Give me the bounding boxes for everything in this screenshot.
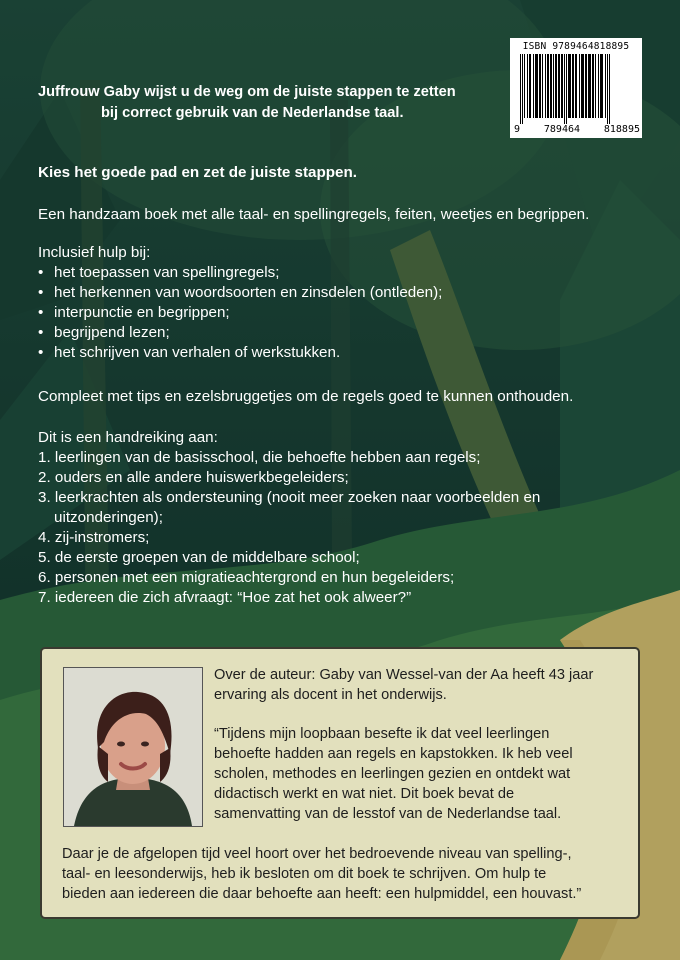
barcode-bar	[535, 54, 538, 118]
barcode-bar	[561, 54, 563, 118]
barcode-bar	[545, 54, 546, 118]
barcode-bar	[598, 54, 599, 118]
barcode-bar	[566, 54, 567, 124]
barcode-bar	[607, 54, 608, 124]
barcode-bar	[605, 54, 606, 118]
barcode-bar	[529, 54, 531, 118]
list-item: 4. zij-instromers;	[38, 529, 150, 546]
barcode-bar	[564, 54, 565, 124]
barcode-bar	[595, 54, 596, 118]
barcode-bar	[555, 54, 557, 118]
list-item: 5. de eerste groepen van de middelbare school;	[38, 549, 360, 566]
author-bio	[214, 665, 593, 705]
author-quote-line: didactisch werkt en wat niet. Dit boek bevat de	[214, 786, 515, 802]
author-closing-line: taal- en leesonderwijs, heb ik besloten om dit boek te schrijven. Om hulp te	[62, 866, 547, 882]
isbn-text: ISBN 9789464818895	[522, 41, 630, 52]
list-item: • begrijpend lezen;	[38, 323, 442, 343]
barcode-bars	[518, 54, 634, 124]
barcode-bar	[581, 54, 584, 118]
author-closing-line: bieden aan iedereen die daar behoefte aan heeft: een hulpmiddel, een houvast.”	[62, 886, 582, 902]
barcode-bar	[600, 54, 603, 118]
barcode-bar	[547, 54, 549, 118]
description: Een handzaam boek met alle taal- en spellingregels, feiten, weetjes en begrippen.	[38, 206, 590, 223]
barcode-bar	[524, 54, 525, 118]
barcode-digit-group-1: 789464	[543, 124, 581, 135]
author-quote-line: “Tijdens mijn loopbaan besefte ik dat veel leerlingen	[214, 726, 550, 742]
barcode-bar	[579, 54, 580, 118]
list-item: 6. personen met een migratieachtergrond en hun begeleiders;	[38, 569, 455, 586]
list-item-text: 3. leerkrachten als ondersteuning (nooit meer zoeken naar voorbeelden en	[38, 489, 541, 506]
barcode-bar	[572, 54, 574, 118]
intro-line-1: Juffrouw Gaby wijst u de weg om de juiste stappen te zetten	[38, 84, 456, 100]
author-box	[40, 647, 640, 919]
author-portrait-image	[64, 668, 202, 826]
author-bio-line: Over de auteur: Gaby van Wessel-van der Aa heeft 43 jaar	[214, 667, 594, 683]
list-item: • interpunctie en begrippen;	[38, 303, 442, 323]
list-item	[38, 488, 540, 528]
author-closing	[62, 844, 581, 904]
barcode-bar	[558, 54, 560, 118]
list-item: 7. iedereen die zich afvraagt: “Hoe zat het ook alweer?”	[38, 589, 412, 606]
barcode-digit-group-2: 818895	[603, 124, 640, 135]
barcode-bar	[588, 54, 591, 118]
list-item: • het herkennen van woordsoorten en zinsdelen (ontleden);	[38, 283, 442, 303]
barcode-bar	[539, 54, 541, 118]
barcode-bar	[520, 54, 521, 124]
barcode-bar	[575, 54, 577, 118]
list-item-continuation: uitzonderingen);	[54, 509, 163, 526]
barcode-bar	[592, 54, 594, 118]
barcode-bar	[568, 54, 571, 118]
help-list	[38, 263, 442, 363]
author-photo	[63, 667, 203, 827]
author-quote-line: scholen, methodes en leerlingen gezien en ontdekt wat	[214, 766, 571, 782]
author-quote-line: samenvatting van de lesstof van de Nederlandse taal.	[214, 806, 562, 822]
intro-line-2: bij correct gebruik van de Nederlandse taal.	[101, 105, 404, 121]
audience-list	[38, 448, 540, 608]
barcode-bar	[533, 54, 534, 118]
intro-heading	[38, 82, 508, 124]
author-quote-line: behoefte hadden aan regels en kapstokken. Ik heb veel	[214, 746, 573, 762]
author-quote	[214, 724, 573, 824]
help-heading: Inclusief hulp bij:	[38, 244, 151, 261]
barcode-digit-prefix: 9	[514, 124, 521, 135]
author-closing-line: Daar je de afgelopen tijd veel hoort over het bedroevende niveau van spelling-,	[62, 846, 572, 862]
barcode-digits	[514, 124, 640, 135]
isbn-barcode	[510, 38, 642, 138]
tips-text: Compleet met tips en ezelsbruggetjes om de regels goed te kunnen onthouden.	[38, 388, 574, 405]
barcode-bar	[527, 54, 528, 118]
audience-heading: Dit is een handreiking aan:	[38, 429, 218, 446]
list-item: • het schrijven van verhalen of werkstukken.	[38, 343, 442, 363]
barcode-bar	[609, 54, 610, 124]
list-item: • het toepassen van spellingregels;	[38, 263, 442, 283]
barcode-bar	[542, 54, 543, 118]
barcode-bar	[553, 54, 554, 118]
barcode-bar	[522, 54, 523, 124]
list-item: 2. ouders en alle andere huiswerkbegeleiders;	[38, 469, 349, 486]
barcode-bar	[550, 54, 552, 118]
tagline: Kies het goede pad en zet de juiste stappen.	[38, 164, 358, 181]
list-item: 1. leerlingen van de basisschool, die behoefte hebben aan regels;	[38, 449, 481, 466]
barcode-bar	[585, 54, 587, 118]
author-bio-line: ervaring als docent in het onderwijs.	[214, 687, 447, 703]
